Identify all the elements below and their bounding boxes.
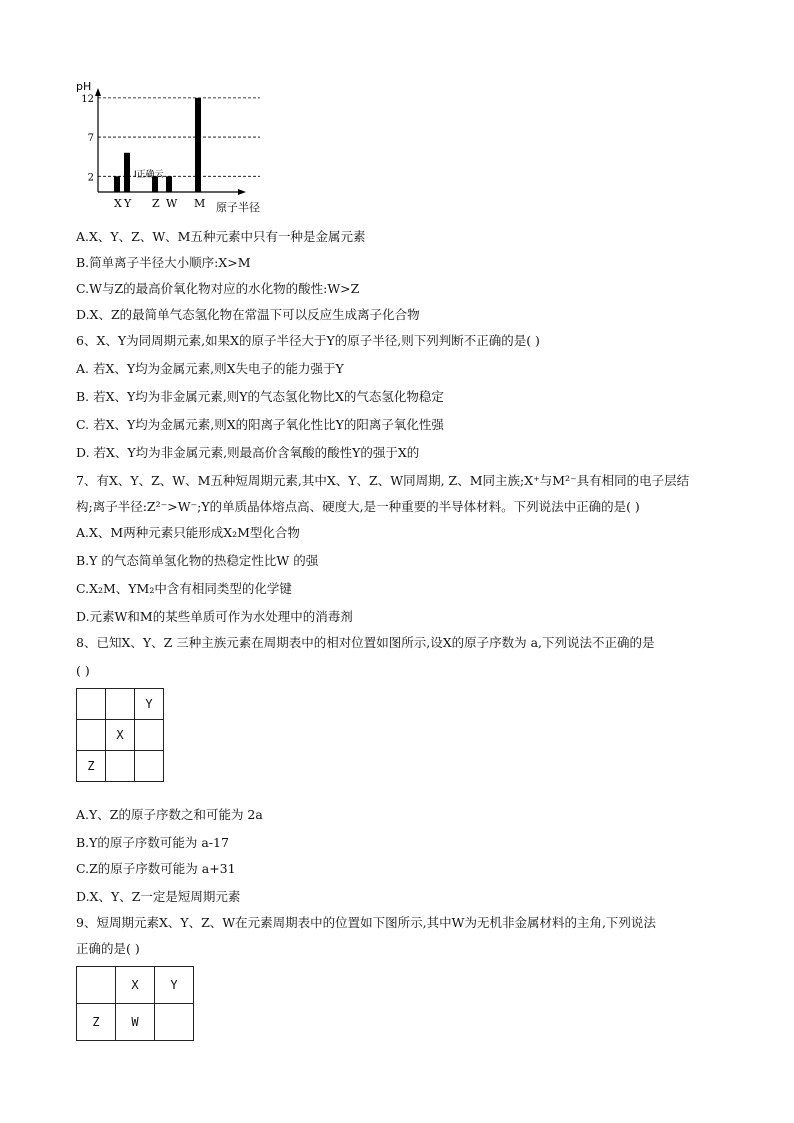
table-cell bbox=[106, 751, 135, 782]
table-cell bbox=[106, 689, 135, 720]
ph-vs-radius-chart bbox=[70, 76, 270, 216]
q7-option-a: A.X、M两种元素只能形成X₂M型化合物 bbox=[76, 525, 300, 540]
q8-option-a: A.Y、Z的原子序数之和可能为 2a bbox=[76, 807, 263, 822]
table-cell bbox=[77, 689, 106, 720]
table-cell: X bbox=[116, 967, 155, 1004]
x-tick-label: X bbox=[114, 197, 122, 210]
q6-stem: 6、X、Y为同周期元素,如果X的原子半径大于Y的原子半径,则下列判断不正确的是( ) bbox=[76, 333, 540, 348]
q8-option-d: D.X、Y、Z一定是短周期元素 bbox=[76, 889, 241, 904]
table-cell bbox=[155, 1004, 194, 1041]
table-row bbox=[77, 689, 164, 720]
chart-annotation: Ⅰ正确云 bbox=[134, 170, 164, 180]
bar-X bbox=[114, 176, 120, 192]
x-tick-label: M bbox=[194, 197, 206, 210]
table-cell: Y bbox=[135, 689, 164, 720]
q8-option-b: B.Y的原子序数可能为 a-17 bbox=[76, 835, 229, 850]
q6-option-d: D. 若X、Y均为非金属元素,则最高价含氧酸的酸性Y的强于X的 bbox=[76, 445, 420, 460]
x-tick-label: W bbox=[166, 197, 178, 210]
q5-option-b: B.简单离子半径大小顺序:X>M bbox=[76, 255, 251, 270]
table-row bbox=[77, 751, 164, 782]
q6-option-a: A. 若X、Y均为金属元素,则X失电子的能力强于Y bbox=[76, 361, 344, 376]
x-axis-label: 原子半径 bbox=[216, 201, 260, 214]
table-row bbox=[77, 1004, 194, 1041]
table-cell: W bbox=[116, 1004, 155, 1041]
y-tick-label: 2 bbox=[87, 172, 94, 184]
table-row bbox=[77, 720, 164, 751]
table-cell: Z bbox=[77, 1004, 116, 1041]
bar-W bbox=[166, 176, 172, 192]
table-cell bbox=[77, 967, 116, 1004]
y-tick-label: 7 bbox=[87, 133, 94, 145]
bar-Y bbox=[124, 153, 130, 192]
y-tick-label: 12 bbox=[81, 93, 94, 105]
q7-option-c: C.X₂M、YM₂中含有相同类型的化学键 bbox=[76, 581, 292, 596]
x-tick-label: Y bbox=[124, 197, 132, 210]
table-row bbox=[77, 967, 194, 1004]
table-cell bbox=[135, 720, 164, 751]
x-tick-label: Z bbox=[152, 197, 160, 210]
q7-stem-line1: 7、有X、Y、Z、W、M五种短周期元素,其中X、Y、Z、W同周期, Z、M同主族;X⁺与M²⁻具有相同的电子层结 bbox=[76, 473, 690, 488]
q5-option-d: D.X、Z的最简单气态氢化物在常温下可以反应生成离子化合物 bbox=[76, 307, 420, 322]
q5-option-c: C.W与Z的最高价氧化物对应的水化物的酸性:W>Z bbox=[76, 281, 360, 296]
q7-stem-line2: 构;离子半径:Z²⁻>W⁻;Y的单质晶体熔点高、硬度大,是一种重要的半导体材料。下列说法中正确的是( ) bbox=[76, 499, 640, 514]
q8-option-c: C.Z的原子序数可能为 a+31 bbox=[76, 861, 236, 876]
q8-periodic-table-fragment bbox=[76, 688, 164, 782]
q5-option-a: A.X、Y、Z、W、M五种元素中只有一种是金属元素 bbox=[76, 229, 366, 244]
q7-option-b: B.Y 的气态简单氢化物的热稳定性比W 的强 bbox=[76, 553, 319, 568]
table-cell bbox=[77, 720, 106, 751]
q6-option-c: C. 若X、Y均为金属元素,则X的阳离子氧化性比Y的阳离子氧化性强 bbox=[76, 417, 444, 432]
table-cell: X bbox=[106, 720, 135, 751]
q8-stem-line2: ( ) bbox=[76, 663, 90, 678]
table-cell: Z bbox=[77, 751, 106, 782]
table-cell: Y bbox=[155, 967, 194, 1004]
q9-stem-line2: 正确的是( ) bbox=[76, 941, 140, 956]
q6-option-b: B. 若X、Y均为非金属元素,则Y的气态氢化物比X的气态氢化物稳定 bbox=[76, 389, 444, 404]
q8-stem-line1: 8、已知X、Y、Z 三种主族元素在周期表中的相对位置如图所示,设X的原子序数为 a,下列说法不正确的是 bbox=[76, 635, 655, 650]
q9-stem-line1: 9、短周期元素X、Y、Z、W在元素周期表中的位置如下图所示,其中W为无机非金属材料的主角,下列说法 bbox=[76, 915, 656, 930]
q9-periodic-table-fragment bbox=[76, 966, 194, 1041]
table-cell bbox=[135, 751, 164, 782]
y-axis-label: pH bbox=[76, 80, 92, 93]
q7-option-d: D.元素W和M的某些单质可作为水处理中的消毒剂 bbox=[76, 609, 353, 624]
bar-M bbox=[195, 98, 201, 192]
